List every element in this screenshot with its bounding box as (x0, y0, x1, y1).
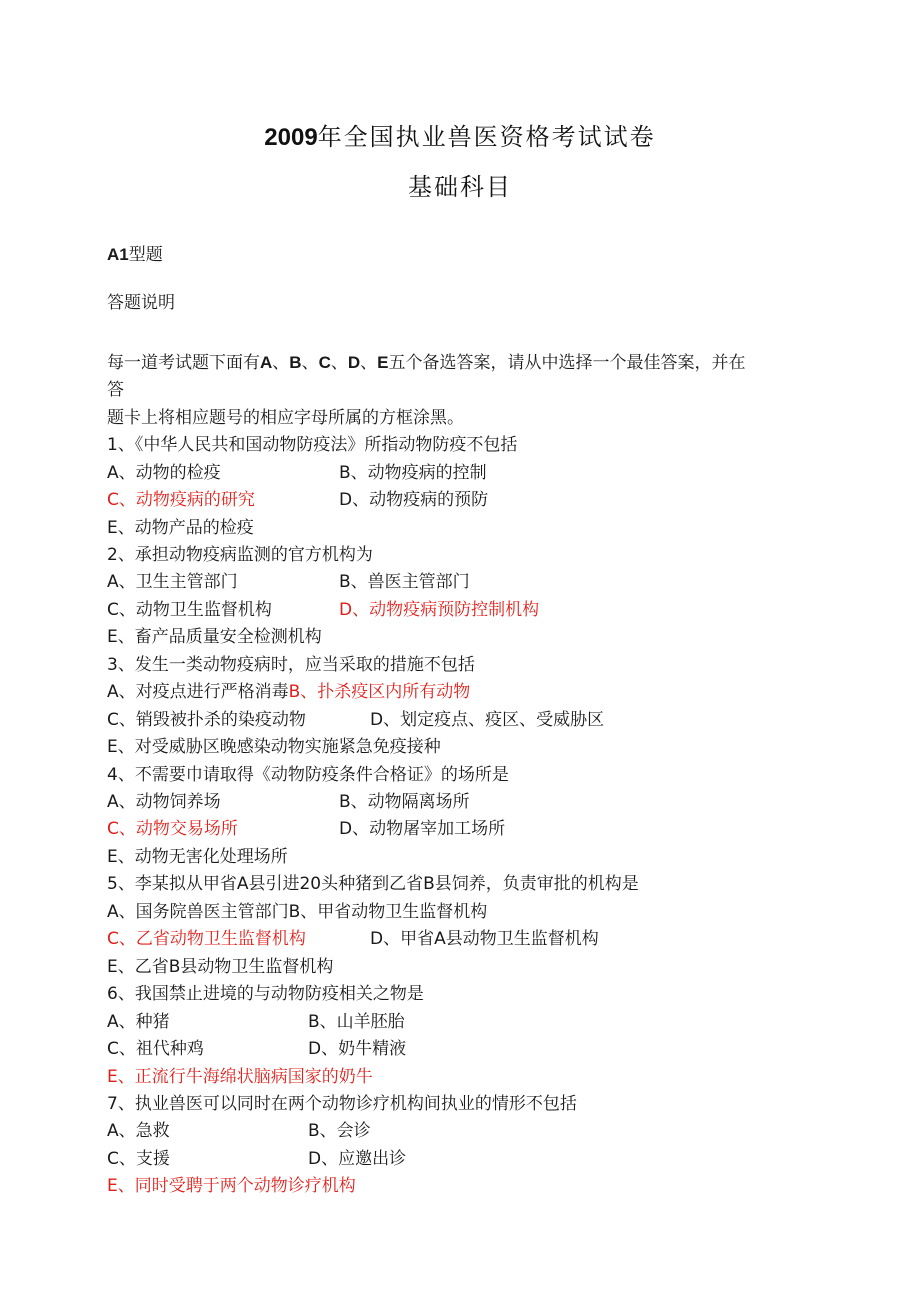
exam-year: 2009 (264, 124, 318, 151)
question-4-option-b: B、动物隔离场所 (339, 792, 470, 812)
question-1-option-c-answer: C、动物疫病的研究 (107, 490, 255, 510)
instructions-text: 五个备选答案，请从中选择一个最佳答案，并在 (388, 353, 746, 373)
question-5-option-c-answer: C、乙省动物卫生监督机构 (107, 929, 306, 949)
question-2-option-c: C、动物卫生监督机构 (107, 600, 272, 620)
question-6-stem: 6、我国禁止进境的与动物防疫相关之物是 (107, 984, 424, 1004)
separator: 、 (301, 353, 319, 373)
letter-a: A (260, 353, 273, 372)
question-1-option-a: A、动物的检疫 (107, 463, 221, 483)
question-6-option-a: A、种猪 (107, 1012, 170, 1032)
question-6-option-d: D、奶牛精液 (308, 1039, 407, 1059)
question-2-option-d-answer: D、动物疫病预防控制机构 (339, 600, 540, 620)
section-label: 型题 (128, 245, 163, 265)
question-6-option-b: B、山羊胚胎 (308, 1012, 405, 1032)
exam-title-text: 年全国执业兽医资格考试试卷 (317, 123, 656, 151)
question-2-stem: 2、承担动物疫病监测的官方机构为 (107, 545, 373, 565)
instructions-line-2: 答 (107, 380, 124, 400)
question-5-option-d: D、甲省A县动物卫生监督机构 (370, 929, 599, 949)
instructions-line-3: 题卡上将相应题号的相应字母所属的方框涂黑。 (107, 408, 464, 428)
question-5-option-a (107, 902, 487, 922)
question-6-option-e-answer: E、正流行牛海绵状脑病国家的奶牛 (107, 1067, 373, 1087)
question-6-option-c: C、祖代种鸡 (107, 1039, 204, 1059)
question-4-option-a: A、动物饲养场 (107, 792, 221, 812)
question-2-option-a: A、卫生主管部门 (107, 572, 238, 592)
option-a-text: A、对疫点进行严格消毒 (107, 682, 289, 702)
question-4-option-d: D、动物屠宰加工场所 (339, 819, 506, 839)
question-4-option-e: E、动物无害化处理场所 (107, 847, 288, 867)
section-code: A1 (107, 245, 129, 264)
section-heading (107, 245, 163, 265)
question-3-option-e: E、对受威胁区晚感染动物实施紧急免疫接种 (107, 737, 441, 757)
letter-e: E (377, 353, 389, 372)
separator: 、 (360, 353, 378, 373)
question-2-option-e: E、畜产品质量安全检测机构 (107, 627, 322, 647)
separator: 、 (330, 353, 348, 373)
letter-c: C (318, 353, 331, 372)
question-7-option-b: B、会诊 (308, 1121, 371, 1141)
question-1-option-d: D、动物疫病的预防 (339, 490, 489, 510)
question-1-option-b: B、动物疫病的控制 (339, 463, 487, 483)
question-1-option-e: E、动物产品的检疫 (107, 518, 254, 538)
question-7-stem: 7、执业兽医可以同时在两个动物诊疗机构间执业的情形不包括 (107, 1094, 577, 1114)
instructions-line-1 (107, 353, 745, 373)
question-3-option-b-answer: B、扑杀疫区内所有动物 (288, 682, 471, 702)
letter-d: D (347, 353, 361, 372)
letter-b: B (289, 353, 302, 372)
question-5-stem: 5、李某拟从甲省A县引进20头种猪到乙省B县饲养，负责审批的机构是 (107, 874, 639, 894)
question-3-option-a (107, 682, 470, 702)
question-3-option-d: D、划定疫点、疫区、受威胁区 (370, 710, 605, 730)
question-7-option-a: A、急救 (107, 1121, 170, 1141)
question-3-option-c: C、销毁被扑杀的染疫动物 (107, 710, 306, 730)
instructions-text: 每一道考试题下面有 (107, 353, 260, 373)
question-7-option-c: C、支援 (107, 1149, 170, 1169)
option-a-text: A、国务院兽医主管部门 (107, 902, 289, 922)
question-4-stem: 4、不需要巾请取得《动物防疫条件合格证》的场所是 (107, 765, 509, 785)
question-7-option-d: D、应邀出诊 (308, 1149, 407, 1169)
instructions-heading: 答题说明 (107, 293, 175, 313)
question-5-option-b: B、甲省动物卫生监督机构 (288, 902, 488, 922)
separator: 、 (272, 353, 290, 373)
question-7-option-e-answer: E、同时受聘于两个动物诊疗机构 (107, 1176, 356, 1196)
question-3-stem: 3、发生一类动物疫病时，应当采取的措施不包括 (107, 655, 475, 675)
question-2-option-b: B、兽医主管部门 (339, 572, 470, 592)
question-4-option-c-answer: C、动物交易场所 (107, 819, 238, 839)
question-1-stem: 1、《中华人民共和国动物防疫法》所指动物防疫不包括 (107, 435, 518, 455)
exam-title (0, 117, 920, 152)
exam-subject: 基础科目 (408, 173, 512, 201)
question-5-option-e: E、乙省B县动物卫生监督机构 (107, 957, 334, 977)
